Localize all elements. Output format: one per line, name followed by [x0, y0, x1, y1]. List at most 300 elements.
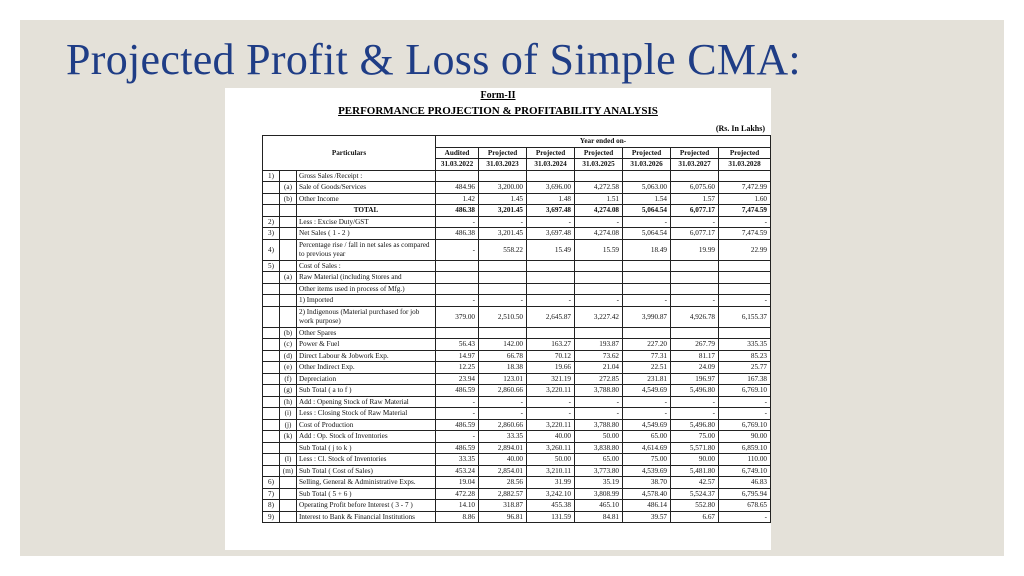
row-value: 167.38	[719, 373, 771, 385]
row-value: 2,510.50	[479, 306, 527, 327]
row-value	[575, 170, 623, 182]
column-date-header: 31.03.2025	[575, 159, 623, 171]
row-value: 66.78	[479, 350, 527, 362]
row-value	[671, 327, 719, 339]
row-value: -	[623, 408, 671, 420]
row-label: Percentage rise / fall in net sales as compared to previous year	[297, 239, 436, 260]
table-row	[263, 488, 771, 500]
row-serial	[263, 272, 280, 284]
row-label: Other Indirect Exp.	[297, 362, 436, 374]
row-serial	[263, 362, 280, 374]
row-label: TOTAL	[297, 205, 436, 217]
form-heading: PERFORMANCE PROJECTION & PROFITABILITY ANALYSIS	[338, 105, 658, 117]
row-value: -	[436, 295, 479, 307]
row-value: 2,854.01	[479, 465, 527, 477]
row-value: -	[575, 295, 623, 307]
row-value: 193.87	[575, 339, 623, 351]
row-value: 22.99	[719, 239, 771, 260]
table-row	[263, 454, 771, 466]
row-value: 6,077.17	[671, 205, 719, 217]
row-value: 5,481.80	[671, 465, 719, 477]
table-row	[263, 193, 771, 205]
row-subitem	[280, 228, 297, 240]
row-label: Other Income	[297, 193, 436, 205]
row-label: Cost of Sales :	[297, 260, 436, 272]
row-value: 23.94	[436, 373, 479, 385]
row-value: -	[575, 216, 623, 228]
row-value	[671, 283, 719, 295]
row-value: 14.97	[436, 350, 479, 362]
row-value: 4,926.78	[671, 306, 719, 327]
row-label: 1) Imported	[297, 295, 436, 307]
row-value: -	[623, 396, 671, 408]
row-value: 46.83	[719, 477, 771, 489]
row-value: 486.38	[436, 228, 479, 240]
row-value: 28.56	[479, 477, 527, 489]
row-subitem: (f)	[280, 373, 297, 385]
row-value: 486.59	[436, 442, 479, 454]
row-value: 6,155.37	[719, 306, 771, 327]
row-value: 35.19	[575, 477, 623, 489]
row-value: 7,472.99	[719, 182, 771, 194]
row-label: Add : Op. Stock of Inventories	[297, 431, 436, 443]
year-ended-header: Year ended on-	[436, 136, 771, 148]
table-row	[263, 511, 771, 523]
table-row	[263, 373, 771, 385]
row-value	[527, 283, 575, 295]
row-value: 486.59	[436, 419, 479, 431]
row-value	[575, 327, 623, 339]
row-value: -	[575, 408, 623, 420]
row-value: 2,645.87	[527, 306, 575, 327]
row-serial	[263, 419, 280, 431]
row-value: 1.60	[719, 193, 771, 205]
row-value: -	[623, 295, 671, 307]
row-value: 6,749.10	[719, 465, 771, 477]
table-row	[263, 350, 771, 362]
row-value: -	[527, 295, 575, 307]
row-value: 5,064.54	[623, 228, 671, 240]
row-value: 1.54	[623, 193, 671, 205]
row-value: 486.14	[623, 500, 671, 512]
row-value: 96.81	[479, 511, 527, 523]
table-row	[263, 327, 771, 339]
row-value: 196.97	[671, 373, 719, 385]
row-value: -	[479, 408, 527, 420]
row-value	[436, 283, 479, 295]
row-serial	[263, 205, 280, 217]
row-value	[719, 260, 771, 272]
row-serial: 8)	[263, 500, 280, 512]
row-value: 4,549.69	[623, 385, 671, 397]
row-label: Net Sales ( 1 - 2 )	[297, 228, 436, 240]
row-value	[719, 170, 771, 182]
row-serial: 9)	[263, 511, 280, 523]
row-value: -	[671, 408, 719, 420]
row-value: 3,201.45	[479, 228, 527, 240]
row-label: Sale of Goods/Services	[297, 182, 436, 194]
row-value: 33.35	[436, 454, 479, 466]
table-row	[263, 272, 771, 284]
row-subitem	[280, 216, 297, 228]
row-subitem	[280, 442, 297, 454]
row-value	[623, 260, 671, 272]
row-value: 65.00	[623, 431, 671, 443]
row-value: 12.25	[436, 362, 479, 374]
row-value	[527, 170, 575, 182]
row-subitem	[280, 170, 297, 182]
row-subitem	[280, 283, 297, 295]
row-value: 21.04	[575, 362, 623, 374]
row-value: 2,882.57	[479, 488, 527, 500]
row-value: 31.99	[527, 477, 575, 489]
row-value: 39.57	[623, 511, 671, 523]
row-serial	[263, 454, 280, 466]
row-value: 3,697.48	[527, 205, 575, 217]
row-value: 486.59	[436, 385, 479, 397]
table-row	[263, 500, 771, 512]
row-subitem: (a)	[280, 182, 297, 194]
row-value	[436, 272, 479, 284]
row-value	[671, 170, 719, 182]
row-value: 142.00	[479, 339, 527, 351]
row-value: 3,788.80	[575, 419, 623, 431]
row-subitem: (l)	[280, 454, 297, 466]
row-value: 3,838.80	[575, 442, 623, 454]
row-value: 50.00	[527, 454, 575, 466]
table-row	[263, 239, 771, 260]
row-value: 231.81	[623, 373, 671, 385]
row-value: 7,474.59	[719, 228, 771, 240]
row-value	[623, 283, 671, 295]
row-value	[479, 283, 527, 295]
row-label: Other items used in process of Mfg.)	[297, 283, 436, 295]
row-value: -	[436, 239, 479, 260]
row-subitem: (i)	[280, 408, 297, 420]
row-subitem: (h)	[280, 396, 297, 408]
row-value: 5,524.37	[671, 488, 719, 500]
row-value: 3,788.80	[575, 385, 623, 397]
row-value: 19.66	[527, 362, 575, 374]
row-value: 453.24	[436, 465, 479, 477]
row-value: 3,242.10	[527, 488, 575, 500]
row-value: 110.00	[719, 454, 771, 466]
row-value	[575, 272, 623, 284]
table-row	[263, 408, 771, 420]
table-row	[263, 228, 771, 240]
row-label: Gross Sales /Receipt :	[297, 170, 436, 182]
row-serial	[263, 465, 280, 477]
row-value: 3,990.87	[623, 306, 671, 327]
row-value: -	[527, 408, 575, 420]
row-subitem	[280, 477, 297, 489]
row-value: 379.00	[436, 306, 479, 327]
row-value: 1.57	[671, 193, 719, 205]
row-value: 2,860.66	[479, 385, 527, 397]
profit-loss-table	[262, 135, 771, 523]
row-value: 50.00	[575, 431, 623, 443]
row-value: 14.10	[436, 500, 479, 512]
row-value: 5,571.80	[671, 442, 719, 454]
row-label: Raw Material (including Stores and	[297, 272, 436, 284]
column-type-header: Projected	[479, 147, 527, 159]
column-type-header: Projected	[719, 147, 771, 159]
row-serial	[263, 442, 280, 454]
row-value: 5,496.80	[671, 385, 719, 397]
table-row	[263, 205, 771, 217]
table-row	[263, 283, 771, 295]
row-value: 484.96	[436, 182, 479, 194]
particulars-header: Particulars	[263, 136, 436, 171]
row-serial	[263, 193, 280, 205]
row-subitem	[280, 511, 297, 523]
row-value: 6,077.17	[671, 228, 719, 240]
column-date-header: 31.03.2026	[623, 159, 671, 171]
row-label: Less : Cl. Stock of Inventories	[297, 454, 436, 466]
row-label: Less : Excise Duty/GST	[297, 216, 436, 228]
row-value: 1.45	[479, 193, 527, 205]
row-label: Operating Profit before Interest ( 3 - 7 )	[297, 500, 436, 512]
table-row	[263, 295, 771, 307]
row-subitem: (m)	[280, 465, 297, 477]
table-row	[263, 306, 771, 327]
row-value: 3,220.11	[527, 385, 575, 397]
row-label: Sub Total ( 5 + 6 )	[297, 488, 436, 500]
row-value: 678.65	[719, 500, 771, 512]
row-value: 455.38	[527, 500, 575, 512]
row-value: 90.00	[671, 454, 719, 466]
row-value: 77.31	[623, 350, 671, 362]
row-value: 18.38	[479, 362, 527, 374]
row-value: 3,227.42	[575, 306, 623, 327]
row-value	[623, 327, 671, 339]
row-label: Less : Closing Stock of Raw Material	[297, 408, 436, 420]
row-value	[719, 272, 771, 284]
row-value: 4,274.08	[575, 205, 623, 217]
row-value	[527, 272, 575, 284]
row-serial: 1)	[263, 170, 280, 182]
row-value	[479, 327, 527, 339]
row-value: 5,063.00	[623, 182, 671, 194]
row-value: 552.80	[671, 500, 719, 512]
row-value: -	[671, 295, 719, 307]
row-subitem: (b)	[280, 327, 297, 339]
row-value	[436, 260, 479, 272]
row-label: Selling, General & Administrative Exps.	[297, 477, 436, 489]
row-label: Depreciation	[297, 373, 436, 385]
row-serial: 2)	[263, 216, 280, 228]
row-value	[623, 170, 671, 182]
row-value: -	[436, 216, 479, 228]
row-value: 6,075.60	[671, 182, 719, 194]
row-value	[479, 260, 527, 272]
row-value: 4,614.69	[623, 442, 671, 454]
table-row	[263, 260, 771, 272]
row-value: 227.20	[623, 339, 671, 351]
column-date-header: 31.03.2023	[479, 159, 527, 171]
row-subitem: (d)	[280, 350, 297, 362]
row-value: 486.38	[436, 205, 479, 217]
slide-title: Projected Profit & Loss of Simple CMA:	[66, 35, 801, 84]
row-value: 42.57	[671, 477, 719, 489]
row-value	[575, 283, 623, 295]
table-row	[263, 216, 771, 228]
row-label: Power & Fuel	[297, 339, 436, 351]
row-subitem	[280, 488, 297, 500]
row-serial	[263, 182, 280, 194]
row-serial	[263, 373, 280, 385]
row-value: 24.09	[671, 362, 719, 374]
row-value: 3,220.11	[527, 419, 575, 431]
row-value: 90.00	[719, 431, 771, 443]
table-row	[263, 477, 771, 489]
row-value: 4,272.58	[575, 182, 623, 194]
row-subitem: (c)	[280, 339, 297, 351]
row-value: 472.28	[436, 488, 479, 500]
units-label: (Rs. In Lakhs)	[715, 124, 765, 133]
row-value: 22.51	[623, 362, 671, 374]
row-value: 38.70	[623, 477, 671, 489]
row-serial	[263, 396, 280, 408]
row-serial: 6)	[263, 477, 280, 489]
row-value: -	[479, 295, 527, 307]
row-label: Add : Opening Stock of Raw Material	[297, 396, 436, 408]
row-value: -	[671, 216, 719, 228]
row-value: -	[527, 216, 575, 228]
row-subitem	[280, 205, 297, 217]
row-label: Sub Total ( a to f )	[297, 385, 436, 397]
row-value: 3,200.00	[479, 182, 527, 194]
row-value: 6,769.10	[719, 385, 771, 397]
row-value: 123.01	[479, 373, 527, 385]
row-label: Cost of Production	[297, 419, 436, 431]
column-type-header: Projected	[575, 147, 623, 159]
row-value: 33.35	[479, 431, 527, 443]
row-subitem	[280, 260, 297, 272]
row-value: 6,769.10	[719, 419, 771, 431]
row-value: -	[436, 396, 479, 408]
row-value	[479, 170, 527, 182]
table-row	[263, 442, 771, 454]
row-value: 3,808.99	[575, 488, 623, 500]
table-row	[263, 362, 771, 374]
row-label: 2) Indigenous (Material purchased for job work purpose)	[297, 306, 436, 327]
table-row	[263, 182, 771, 194]
row-subitem	[280, 295, 297, 307]
row-value: -	[719, 408, 771, 420]
column-type-header: Projected	[527, 147, 575, 159]
row-subitem: (j)	[280, 419, 297, 431]
row-label: Sub Total ( Cost of Sales)	[297, 465, 436, 477]
row-value: 5,496.80	[671, 419, 719, 431]
row-value	[436, 327, 479, 339]
row-value: 318.87	[479, 500, 527, 512]
row-value: -	[719, 216, 771, 228]
row-value: 75.00	[623, 454, 671, 466]
row-serial	[263, 350, 280, 362]
row-value: 6.67	[671, 511, 719, 523]
column-date-header: 31.03.2027	[671, 159, 719, 171]
row-subitem: (k)	[280, 431, 297, 443]
row-value: 3,696.00	[527, 182, 575, 194]
column-date-header: 31.03.2022	[436, 159, 479, 171]
row-subitem: (a)	[280, 272, 297, 284]
row-value: 3,210.11	[527, 465, 575, 477]
row-value: 15.49	[527, 239, 575, 260]
row-serial: 4)	[263, 239, 280, 260]
row-value: -	[719, 396, 771, 408]
row-value: 3,201.45	[479, 205, 527, 217]
row-value: -	[575, 396, 623, 408]
row-subitem: (b)	[280, 193, 297, 205]
table-row	[263, 339, 771, 351]
row-value: 70.12	[527, 350, 575, 362]
row-value	[623, 272, 671, 284]
row-value: 8.86	[436, 511, 479, 523]
row-value	[479, 272, 527, 284]
row-value: 18.49	[623, 239, 671, 260]
row-value: 465.10	[575, 500, 623, 512]
row-value: 7,474.59	[719, 205, 771, 217]
row-value: -	[719, 295, 771, 307]
row-value: 4,578.40	[623, 488, 671, 500]
row-value: 3,773.80	[575, 465, 623, 477]
row-value	[719, 327, 771, 339]
row-serial	[263, 339, 280, 351]
row-value: 6,859.10	[719, 442, 771, 454]
row-value	[719, 283, 771, 295]
row-value: 40.00	[527, 431, 575, 443]
row-value: -	[719, 511, 771, 523]
form-number: Form-II	[480, 90, 516, 101]
row-value: -	[479, 216, 527, 228]
column-type-header: Projected	[671, 147, 719, 159]
row-value: 25.77	[719, 362, 771, 374]
row-value: -	[479, 396, 527, 408]
row-value	[671, 272, 719, 284]
row-subitem	[280, 239, 297, 260]
column-date-header: 31.03.2024	[527, 159, 575, 171]
row-value: 1.42	[436, 193, 479, 205]
row-serial: 5)	[263, 260, 280, 272]
row-value: 558.22	[479, 239, 527, 260]
table-row	[263, 396, 771, 408]
row-value: -	[671, 396, 719, 408]
row-serial	[263, 431, 280, 443]
row-serial	[263, 306, 280, 327]
row-label: Other Spares	[297, 327, 436, 339]
row-value: 1.48	[527, 193, 575, 205]
table-row	[263, 385, 771, 397]
document-image	[225, 88, 771, 550]
row-label: Sub Total ( j to k )	[297, 442, 436, 454]
row-value	[527, 327, 575, 339]
row-value: -	[623, 216, 671, 228]
row-subitem	[280, 306, 297, 327]
row-value: 4,539.69	[623, 465, 671, 477]
row-value: 73.62	[575, 350, 623, 362]
row-value: 5,064.54	[623, 205, 671, 217]
column-date-header: 31.03.2028	[719, 159, 771, 171]
row-serial	[263, 327, 280, 339]
row-subitem: (e)	[280, 362, 297, 374]
row-value: 267.79	[671, 339, 719, 351]
table-row	[263, 170, 771, 182]
table-row	[263, 431, 771, 443]
row-value: 15.59	[575, 239, 623, 260]
row-value: 84.81	[575, 511, 623, 523]
row-subitem	[280, 500, 297, 512]
